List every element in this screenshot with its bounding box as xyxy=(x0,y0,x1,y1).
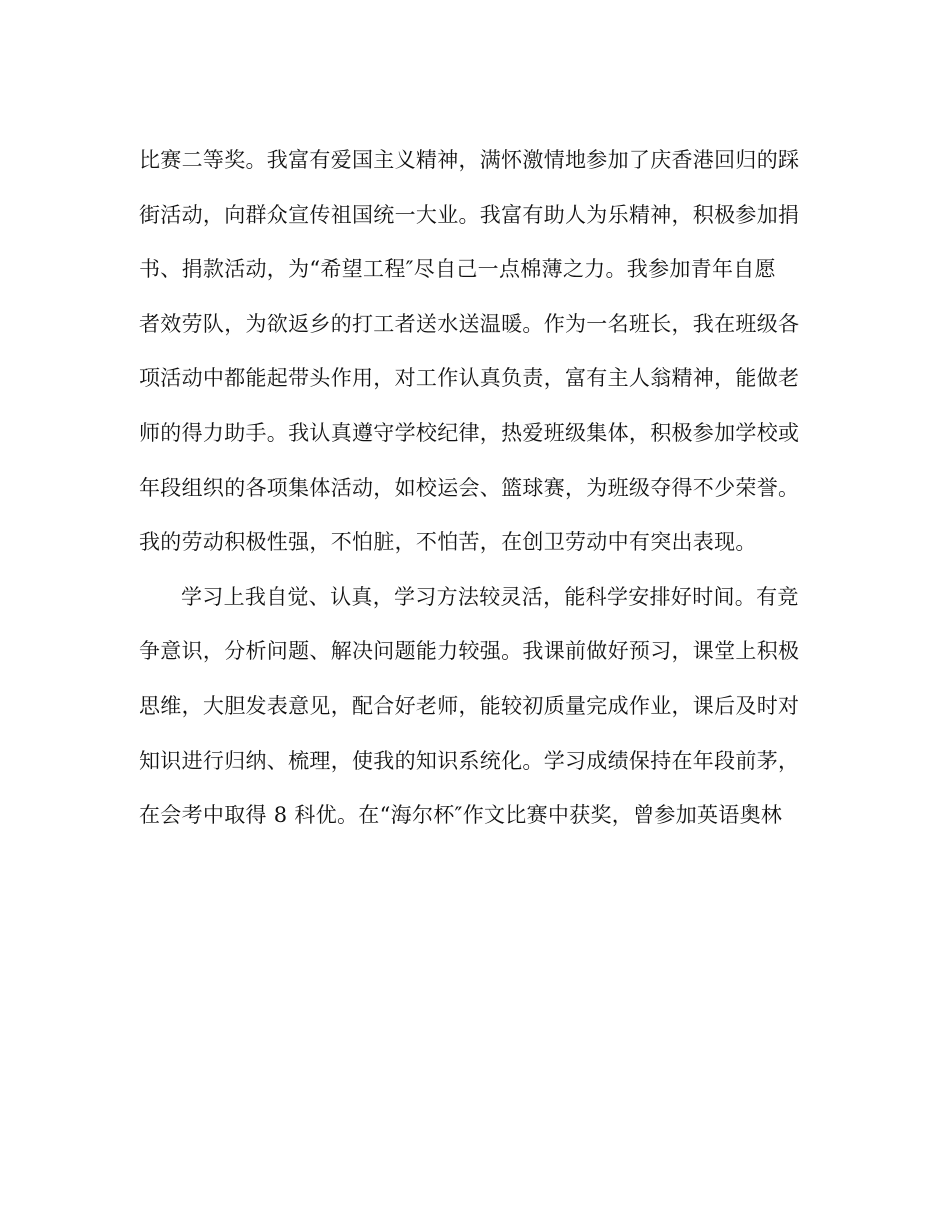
text-line: 者效劳队，为欲返乡的打工者送水送温暖。作为一名班长，我在班级各 xyxy=(139,311,800,336)
text-line: 思维，大胆发表意见，配合好老师，能较初质量完成作业，课后及时对 xyxy=(139,693,800,718)
text-line: 项活动中都能起带头作用，对工作认真负责，富有主人翁精神，能做老 xyxy=(139,366,800,391)
text-line: 年段组织的各项集体活动，如校运会、篮球赛，为班级夺得不少荣誉。 xyxy=(139,475,800,500)
text-line: 我的劳动积极性强，不怕脏，不怕苦，在创卫劳动中有突出表现。 xyxy=(139,530,757,555)
text-line: 在会考中取得 8 科优。在“海尔杯″作文比赛中获奖，曾参加英语奥林 xyxy=(139,803,783,828)
paragraph-start-line: 学习上我自觉、认真，学习方法较灵活，能科学安排好时间。有竞 xyxy=(181,584,799,609)
text-line: 书、捐款活动，为“希望工程″尽自己一点棉薄之力。我参加青年自愿 xyxy=(139,257,776,282)
text-line: 街活动，向群众宣传祖国统一大业。我富有助人为乐精神，积极参加捐 xyxy=(139,202,800,227)
text-line: 知识进行归纳、梳理，使我的知识系统化。学习成绩保持在年段前茅， xyxy=(139,748,800,773)
body-text xyxy=(139,133,819,843)
text-line: 争意识，分析问题、解决问题能力较强。我课前做好预习，课堂上积极 xyxy=(139,639,800,664)
text-line: 师的得力助手。我认真遵守学校纪律，热爱班级集体，积极参加学校或 xyxy=(139,420,800,445)
text-line: 比赛二等奖。我富有爱国主义精神，满怀激情地参加了庆香港回归的踩 xyxy=(139,148,800,172)
